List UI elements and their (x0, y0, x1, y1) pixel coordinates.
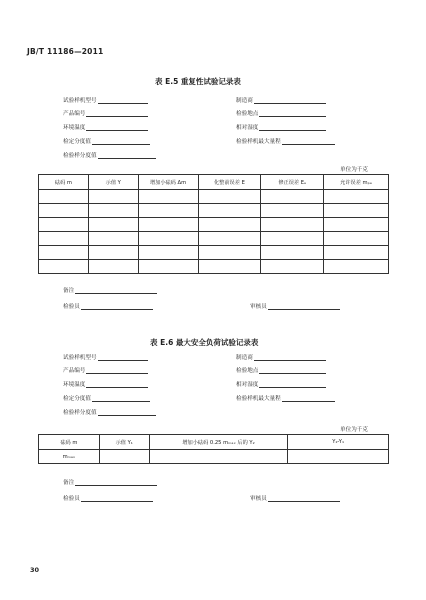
table-row (39, 232, 389, 246)
field-env-temp-e5: 环境温度 (63, 123, 148, 131)
col-header: 示值 Y (88, 175, 138, 190)
unit-label-e6: 单位为千克 (340, 427, 368, 433)
field-max-range-e5: 检验样机最大量程 (236, 137, 335, 145)
standard-number: JB/T 11186—2011 (27, 47, 104, 56)
table-e6 (38, 434, 389, 464)
inspector-e6: 检验员 (63, 494, 153, 502)
unit-label-e5: 单位为千克 (340, 167, 368, 173)
field-model-e6: 试验样机型号 (63, 353, 148, 361)
field-model-e5: 试验样机型号 (63, 96, 148, 104)
field-manufacturer-e5: 制造商 (236, 96, 326, 104)
table-e6-title: 表 E.6 最大安全负荷试验记录表 (150, 338, 259, 347)
field-max-range-e6: 检验样机最大量程 (236, 394, 335, 402)
field-product-no-e6: 产品编号 (63, 366, 148, 374)
col-header: 增加小砝码 Δm (138, 175, 198, 190)
inspector-e5: 检验员 (63, 302, 153, 310)
field-verify-div-e6: 检定分度值 (63, 394, 150, 402)
m-max-cell: mₘₐₓ (39, 450, 100, 464)
col-header: 允许误差 mₚₑ (324, 175, 389, 190)
col-header: 增加小砝码 0.25 mₘₐₓ 后的 Y₂ (149, 435, 288, 450)
field-sample-div-e5: 检验样分度值 (63, 151, 156, 159)
field-product-no-e5: 产品编号 (63, 109, 148, 117)
table-row (39, 190, 389, 204)
col-header: 示值 Y₁ (99, 435, 149, 450)
field-location-e5: 检验地点 (236, 109, 326, 117)
remarks-e6: 备注 (63, 478, 157, 486)
page-number: 30 (30, 566, 40, 574)
reviewer-e6: 审核员 (250, 494, 340, 502)
table-row (39, 260, 389, 274)
table-e5 (38, 174, 389, 274)
field-manufacturer-e6: 制造商 (236, 353, 326, 361)
field-humidity-e5: 相对湿度 (236, 123, 326, 131)
remarks-e5: 备注 (63, 286, 157, 294)
col-header: 砝码 m (39, 175, 89, 190)
table-row (39, 204, 389, 218)
col-header: Y₂-Y₁ (288, 435, 389, 450)
table-row (39, 218, 389, 232)
table-row (39, 450, 389, 464)
field-verify-div-e5: 检定分度值 (63, 137, 150, 145)
table-row (39, 246, 389, 260)
col-header: 砝码 m (39, 435, 100, 450)
table-e5-title: 表 E.5 重复性试验记录表 (155, 77, 241, 86)
field-location-e6: 检验地点 (236, 366, 326, 374)
col-header: 化整前误差 E (198, 175, 261, 190)
reviewer-e5: 审核员 (250, 302, 340, 310)
field-humidity-e6: 相对湿度 (236, 380, 326, 388)
col-header: 修正误差 Eₑ (261, 175, 324, 190)
field-sample-div-e6: 检验样分度值 (63, 408, 156, 416)
field-env-temp-e6: 环境温度 (63, 380, 148, 388)
